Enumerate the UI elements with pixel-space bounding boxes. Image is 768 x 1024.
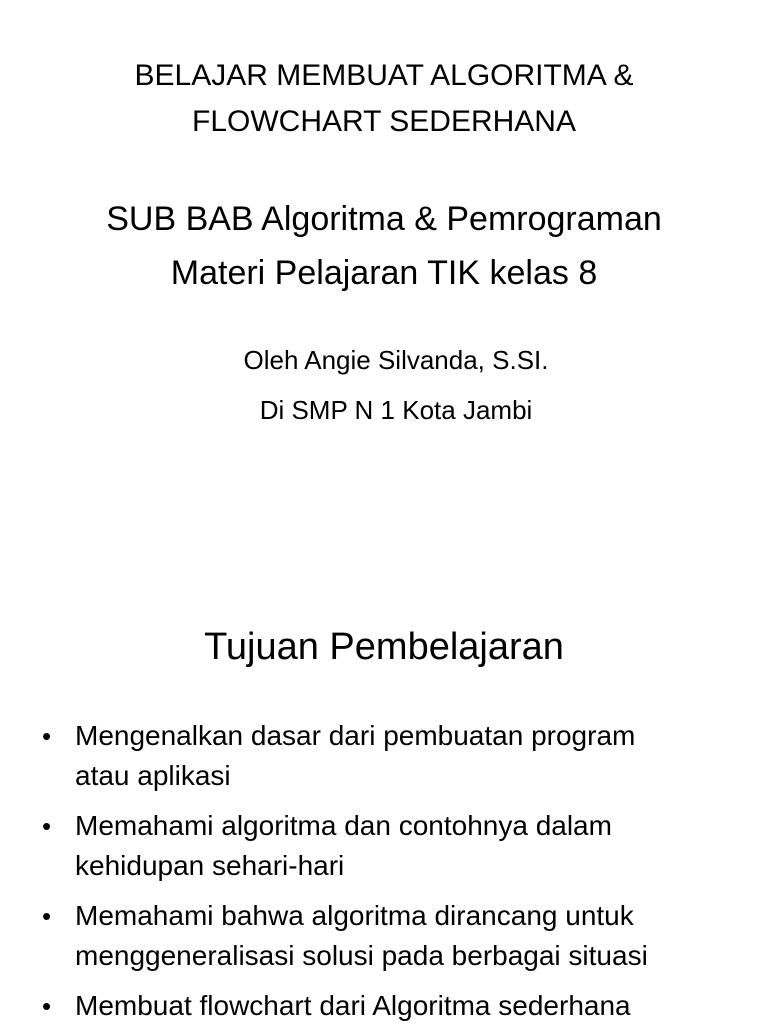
list-item-line-1: Mengenalkan dasar dari pembuatan program: [75, 720, 636, 751]
objectives-list: [0, 716, 768, 1024]
list-item-line-1: Memahami algoritma dan contohnya dalam: [75, 810, 612, 841]
section-title: Tujuan Pembelajaran: [204, 626, 564, 668]
list-item: [0, 716, 768, 796]
author-school: Di SMP N 1 Kota Jambi: [259, 395, 533, 425]
author-name: Oleh Angie Silvanda, S.SI.: [243, 345, 549, 375]
objectives-slide: [0, 576, 768, 1024]
list-item-line-1: Memahami bahwa algoritma dirancang untuk: [75, 900, 634, 931]
list-item-line-2: atau aplikasi: [75, 760, 231, 791]
bullet-icon: •: [42, 991, 52, 1021]
subtitle-line-1: SUB BAB Algoritma & Pemrograman: [106, 200, 662, 238]
list-item: [0, 896, 768, 976]
list-item: [0, 986, 768, 1024]
list-item-line-1: Membuat flowchart dari Algoritma sederhana: [75, 990, 631, 1021]
list-item-line-2: menggeneralisasi solusi pada berbagai situasi: [75, 940, 648, 971]
list-item: [0, 806, 768, 886]
main-title-line-2: FLOWCHART SEDERHANA: [192, 105, 576, 138]
subtitle-line-2: Materi Pelajaran TIK kelas 8: [170, 254, 598, 292]
bullet-icon: •: [42, 721, 52, 751]
list-item-line-2: kehidupan sehari-hari: [75, 850, 345, 881]
main-title-line-1: BELAJAR MEMBUAT ALGORITMA &: [134, 59, 634, 92]
bullet-icon: •: [42, 901, 52, 931]
bullet-icon: •: [42, 811, 52, 841]
